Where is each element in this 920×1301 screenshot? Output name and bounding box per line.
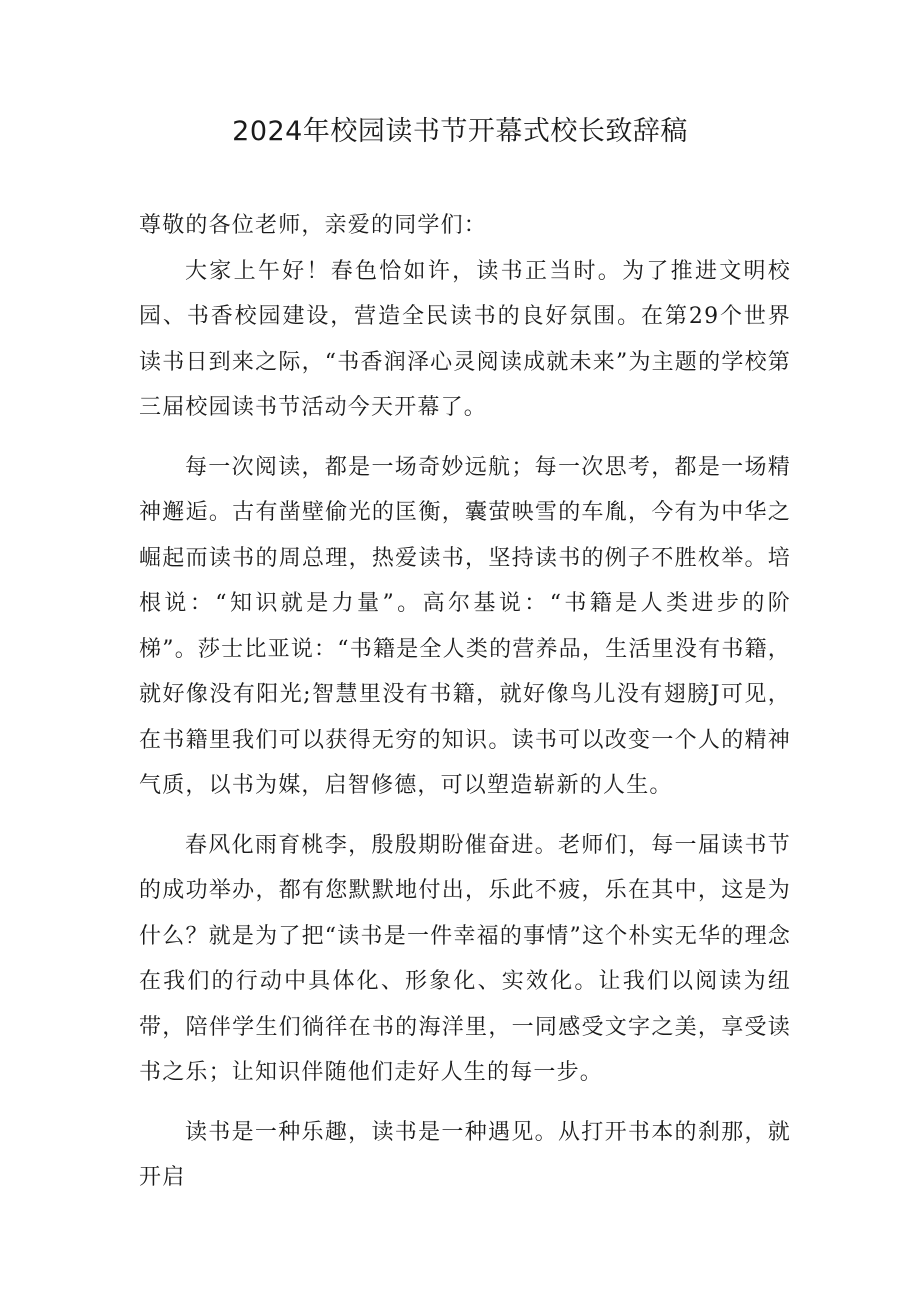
paragraph-2: 每一次阅读，都是一场奇妙远航；每一次思考，都是一场精神邂逅。古有凿壁偷光的匡衡，囊萤映雪的车胤，今有为中华之崛起而读书的周总理，热爱读书，坚持读书的例子不胜枚举。培根说：“知识就是力量”。高尔基说：“书籍是人类进步的阶梯”。莎士比亚说：“书籍是全人类的营养品，生活里没有书籍，就好像没有阳光;智慧里没有书籍，就好像鸟儿没有翅膀J可见，在书籍里我们可以获得无穷的知识。读书可以改变一个人的精神气质，以书为媒，启智修德，可以塑造崭新的人生。 <box>139 454 791 798</box>
paragraph-3: 春风化雨育桃李，殷殷期盼催奋进。老师们，每一届读书节的成功举办，都有您默默地付出，乐此不疲，乐在其中，这是为什么？就是为了把“读书是一件幸福的事情”这个朴实无华的理念在我们的行动中具体化、形象化、实效化。让我们以阅读为纽带，陪伴学生们徜徉在书的海洋里，一同感受文字之美，享受读书之乐；让知识伴随他们走好人生的每一步。 <box>139 832 791 1085</box>
salutation: 尊敬的各位老师，亲爱的同学们： <box>139 213 488 238</box>
paragraph-1: 大家上午好！春色恰如许，读书正当时。为了推进文明校园、书香校园建设，营造全民读书的良好氛围。在第29个世界读书日到来之际，“书香润泽心灵阅读成就未来”为主题的学校第三届校园读书节活动今天开幕了。 <box>139 258 791 420</box>
paragraph-4: 读书是一种乐趣，读书是一种遇见。从打开书本的刹那，就开启 <box>139 1119 791 1190</box>
document-title: 2024年校园读书节开幕式校长致辞稿 <box>232 116 688 147</box>
document-body <box>139 203 791 1215</box>
